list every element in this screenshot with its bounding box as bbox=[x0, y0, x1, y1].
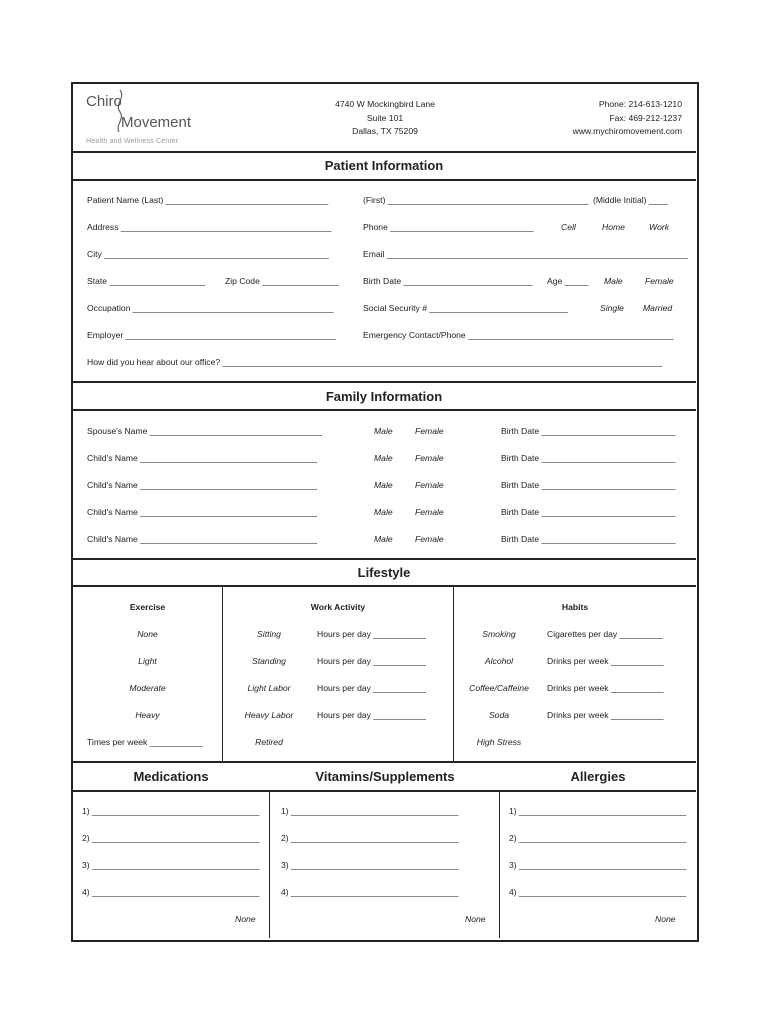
allergy-line-field[interactable]: 1) ___________________________________ bbox=[509, 806, 687, 816]
work-hours-field[interactable]: Hours per day ___________ bbox=[317, 710, 426, 720]
logo-tagline: Health and Wellness Center bbox=[86, 138, 179, 145]
family-male-option[interactable]: Male bbox=[374, 507, 393, 517]
child-name-field[interactable]: Child's Name _____________________________________ bbox=[87, 507, 318, 517]
address-line3: Dallas, TX 75209 bbox=[352, 126, 418, 136]
work-heavy-labor-option[interactable]: Heavy Labor bbox=[244, 710, 294, 720]
logo-chiro: Chiro bbox=[86, 93, 122, 110]
single-option[interactable]: Single bbox=[600, 303, 624, 313]
first-name-field[interactable]: (First) __________________________________________ bbox=[363, 195, 589, 205]
employer-field[interactable]: Employer ____________________________________________ bbox=[87, 330, 336, 340]
family-female-option[interactable]: Female bbox=[415, 480, 444, 490]
work-hours-field[interactable]: Hours per day ___________ bbox=[317, 656, 426, 666]
family-birth-date-field[interactable]: Birth Date ____________________________ bbox=[501, 534, 676, 544]
vitamins-none-option[interactable]: None bbox=[465, 914, 486, 924]
last-name-field[interactable]: Patient Name (Last) __________________________________ bbox=[87, 195, 329, 205]
habit-coffee-option[interactable]: Coffee/Caffeine bbox=[469, 683, 529, 693]
patient-title: Patient Information bbox=[324, 158, 444, 173]
allergy-line-field[interactable]: 3) ___________________________________ bbox=[509, 860, 687, 870]
family-birth-date-field[interactable]: Birth Date ____________________________ bbox=[501, 480, 676, 490]
habit-soda-option[interactable]: Soda bbox=[488, 710, 510, 720]
phone-home-option[interactable]: Home bbox=[602, 222, 625, 232]
habit-stress-option[interactable]: High Stress bbox=[476, 737, 522, 747]
work-hours-field[interactable]: Hours per day ___________ bbox=[317, 683, 426, 693]
allergies-none-option[interactable]: None bbox=[655, 914, 676, 924]
family-birth-date-field[interactable]: Birth Date ____________________________ bbox=[501, 453, 676, 463]
lifestyle-title: Lifestyle bbox=[357, 565, 411, 580]
family-female-option[interactable]: Female bbox=[415, 426, 444, 436]
city-field[interactable]: City _______________________________________________ bbox=[87, 249, 329, 259]
allergies-title: Allergies bbox=[570, 769, 626, 784]
habit-amount-field[interactable]: Drinks per week ___________ bbox=[547, 683, 664, 693]
medications-none-option[interactable]: None bbox=[235, 914, 256, 924]
times-per-week-field[interactable]: Times per week ___________ bbox=[87, 737, 203, 747]
habit-amount-field[interactable]: Cigarettes per day _________ bbox=[547, 629, 663, 639]
married-option[interactable]: Married bbox=[643, 303, 673, 313]
exercise-none-option[interactable]: None bbox=[137, 629, 158, 639]
medication-line-field[interactable]: 4) ___________________________________ bbox=[82, 887, 260, 897]
zip-field[interactable]: Zip Code ________________ bbox=[225, 276, 339, 286]
emergency-contact-field[interactable]: Emergency Contact/Phone ___________________________________________ bbox=[363, 330, 674, 340]
work-retired-option[interactable]: Retired bbox=[255, 737, 283, 747]
family-male-option[interactable]: Male bbox=[374, 480, 393, 490]
family-birth-date-field[interactable]: Birth Date ____________________________ bbox=[501, 507, 676, 517]
medication-line-field[interactable]: 3) ___________________________________ bbox=[82, 860, 260, 870]
referral-field[interactable]: How did you hear about our office? ____________________________________________________________________________________________ bbox=[87, 357, 663, 367]
medication-line-field[interactable]: 2) ___________________________________ bbox=[82, 833, 260, 843]
phone-field[interactable]: Phone ______________________________ bbox=[363, 222, 534, 232]
occupation-field[interactable]: Occupation __________________________________________ bbox=[87, 303, 334, 313]
logo-movement: Movement bbox=[121, 114, 192, 131]
address-line1: 4740 W Mockingbird Lane bbox=[335, 99, 435, 109]
middle-initial-field[interactable]: (Middle Initial) ____ bbox=[593, 195, 668, 205]
vitamins-title: Vitamins/Supplements bbox=[315, 769, 455, 784]
address-line2: Suite 101 bbox=[366, 113, 404, 123]
work-hours-field[interactable]: Hours per day ___________ bbox=[317, 629, 426, 639]
ssn-field[interactable]: Social Security # _____________________________ bbox=[363, 303, 568, 313]
exercise-light-option[interactable]: Light bbox=[138, 656, 157, 666]
email-field[interactable]: Email _______________________________________________________________ bbox=[363, 249, 688, 259]
sex-male-option[interactable]: Male bbox=[604, 276, 623, 286]
child-name-field[interactable]: Child's Name _____________________________________ bbox=[87, 480, 318, 490]
family-birth-date-field[interactable]: Birth Date ____________________________ bbox=[501, 426, 676, 436]
family-male-option[interactable]: Male bbox=[374, 426, 393, 436]
phone-work-option[interactable]: Work bbox=[649, 222, 670, 232]
habit-amount-field[interactable]: Drinks per week ___________ bbox=[547, 710, 664, 720]
work-sitting-option[interactable]: Sitting bbox=[257, 629, 281, 639]
medication-line-field[interactable]: 1) ___________________________________ bbox=[82, 806, 260, 816]
birth-date-field[interactable]: Birth Date ___________________________ bbox=[363, 276, 533, 286]
contact-fax: Fax: 469-212-1237 bbox=[609, 113, 682, 123]
address-field[interactable]: Address ____________________________________________ bbox=[87, 222, 332, 232]
allergy-line-field[interactable]: 4) ___________________________________ bbox=[509, 887, 687, 897]
contact-web: www.mychiromovement.com bbox=[572, 126, 682, 136]
work-light-labor-option[interactable]: Light Labor bbox=[247, 683, 291, 693]
vitamin-line-field[interactable]: 2) ___________________________________ bbox=[281, 833, 459, 843]
family-female-option[interactable]: Female bbox=[415, 453, 444, 463]
phone-cell-option[interactable]: Cell bbox=[561, 222, 576, 232]
child-name-field[interactable]: Child's Name _____________________________________ bbox=[87, 453, 318, 463]
exercise-moderate-option[interactable]: Moderate bbox=[129, 683, 166, 693]
spouse-name-field[interactable]: Spouse's Name ____________________________________ bbox=[87, 426, 322, 436]
allergy-line-field[interactable]: 2) ___________________________________ bbox=[509, 833, 687, 843]
child-name-field[interactable]: Child's Name _____________________________________ bbox=[87, 534, 318, 544]
family-male-option[interactable]: Male bbox=[374, 534, 393, 544]
contact-phone: Phone: 214-613-1210 bbox=[598, 99, 682, 109]
sex-female-option[interactable]: Female bbox=[645, 276, 674, 286]
medications-title: Medications bbox=[133, 769, 209, 784]
habit-alcohol-option[interactable]: Alcohol bbox=[484, 656, 514, 666]
family-female-option[interactable]: Female bbox=[415, 507, 444, 517]
vitamin-line-field[interactable]: 1) ___________________________________ bbox=[281, 806, 459, 816]
work-activity-header: Work Activity bbox=[310, 602, 366, 612]
exercise-heavy-option[interactable]: Heavy bbox=[135, 710, 160, 720]
habit-smoking-option[interactable]: Smoking bbox=[482, 629, 516, 639]
habits-header: Habits bbox=[561, 602, 589, 612]
state-field[interactable]: State ____________________ bbox=[87, 276, 206, 286]
family-female-option[interactable]: Female bbox=[415, 534, 444, 544]
vitamin-line-field[interactable]: 3) ___________________________________ bbox=[281, 860, 459, 870]
habit-amount-field[interactable]: Drinks per week ___________ bbox=[547, 656, 664, 666]
work-standing-option[interactable]: Standing bbox=[252, 656, 286, 666]
exercise-header: Exercise bbox=[129, 602, 166, 612]
age-field[interactable]: Age _____ bbox=[547, 276, 589, 286]
family-male-option[interactable]: Male bbox=[374, 453, 393, 463]
family-title: Family Information bbox=[325, 389, 443, 404]
vitamin-line-field[interactable]: 4) ___________________________________ bbox=[281, 887, 459, 897]
